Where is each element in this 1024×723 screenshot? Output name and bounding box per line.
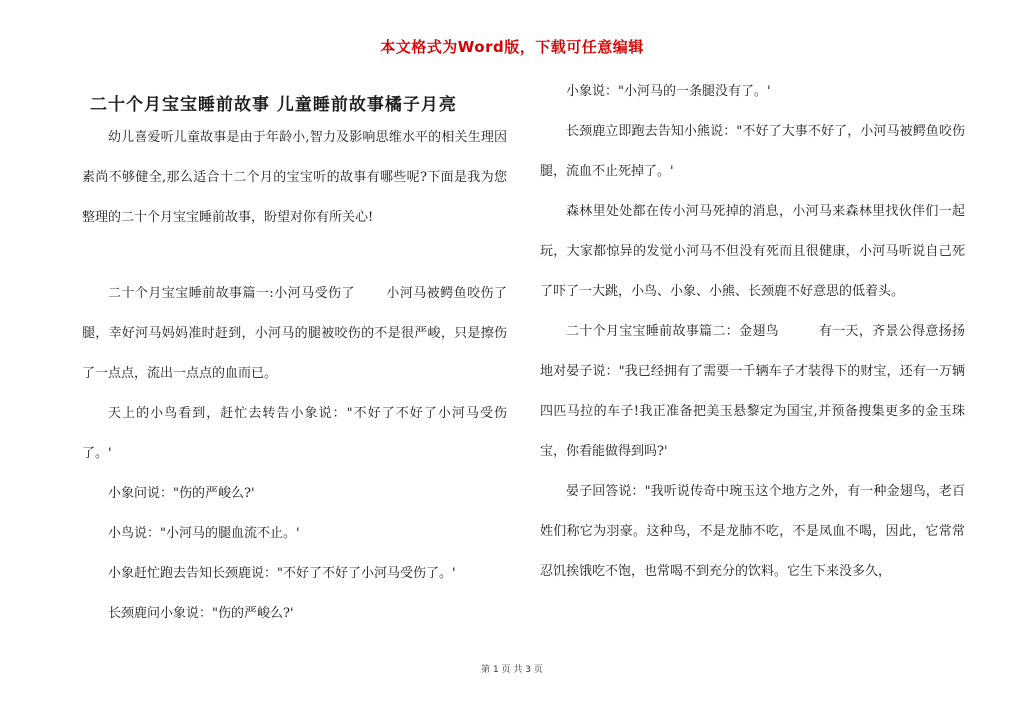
paragraph-gap: [82, 238, 507, 274]
paragraph: 长颈鹿立即跑去告知小熊说："不好了大事不好了，小河马被鳄鱼咬伤腿，流血不止死掉了。': [540, 124, 965, 179]
paragraph: 二十个月宝宝睡前故事篇一:小河马受伤了 小河马被鳄鱼咬伤了腿，幸好河马妈妈准时赶到，小河马的腿被咬伤的不是很严峻，只是擦伤了一点点，流出一点点的血而已。: [82, 286, 507, 381]
paragraph: 幼儿喜爱听儿童故事是由于年龄小,智力及影响思维水平的相关生理因素尚不够健全,那么适合十二个月的宝宝听的故事有哪些呢?下面是我为您整理的二十个月宝宝睡前故事，盼望对你有所关心!: [82, 130, 507, 225]
paragraph: 长颈鹿问小象说："伤的严峻么?': [108, 606, 294, 621]
document-title: 二十个月宝宝睡前故事 儿童睡前故事橘子月亮: [90, 95, 457, 115]
paragraph: 二十个月宝宝睡前故事篇二：金翅鸟 有一天，齐景公得意扬扬地对晏子说："我已经拥有了需要一千辆车子才装得下的财宝，还有一万辆四匹马拉的车子!我正准备把美玉悬黎定为国宝,并预备搜集更多的金玉珠宝，你看能做得到吗?': [540, 324, 965, 459]
word-version-banner: 本文格式为Word版，下载可任意编辑: [380, 38, 644, 56]
right-column: [540, 72, 965, 592]
left-column: [82, 118, 507, 634]
paragraph: 小象赶忙跑去告知长颈鹿说："不好了不好了小河马受伤了。': [108, 566, 456, 581]
paragraph: 森林里处处都在传小河马死掉的消息，小河马来森林里找伙伴们一起玩，大家都惊异的发觉小河马不但没有死而且很健康，小河马听说自己死了吓了一大跳，小鸟、小象、小熊、长颈鹿不好意思的低着头。: [540, 204, 965, 299]
paragraph: 小象问说："伤的严峻么?': [108, 486, 255, 501]
paragraph: 小象说："小河马的一条腿没有了。': [566, 84, 771, 99]
paragraph: 天上的小鸟看到，赶忙去转告小象说："不好了不好了小河马受伤了。': [82, 406, 507, 461]
page-footer: 第 1 页 共 3 页: [481, 665, 543, 675]
paragraph: 晏子回答说："我听说传奇中琬玉这个地方之外，有一种金翅鸟，老百姓们称它为羽豪。这种鸟，不是龙肺不吃，不是凤血不喝，因此，它常常忍饥挨饿吃不饱，也常喝不到充分的饮料。它生下来没多久，: [540, 484, 965, 579]
paragraph: 小鸟说："小河马的腿血流不止。': [108, 526, 300, 541]
